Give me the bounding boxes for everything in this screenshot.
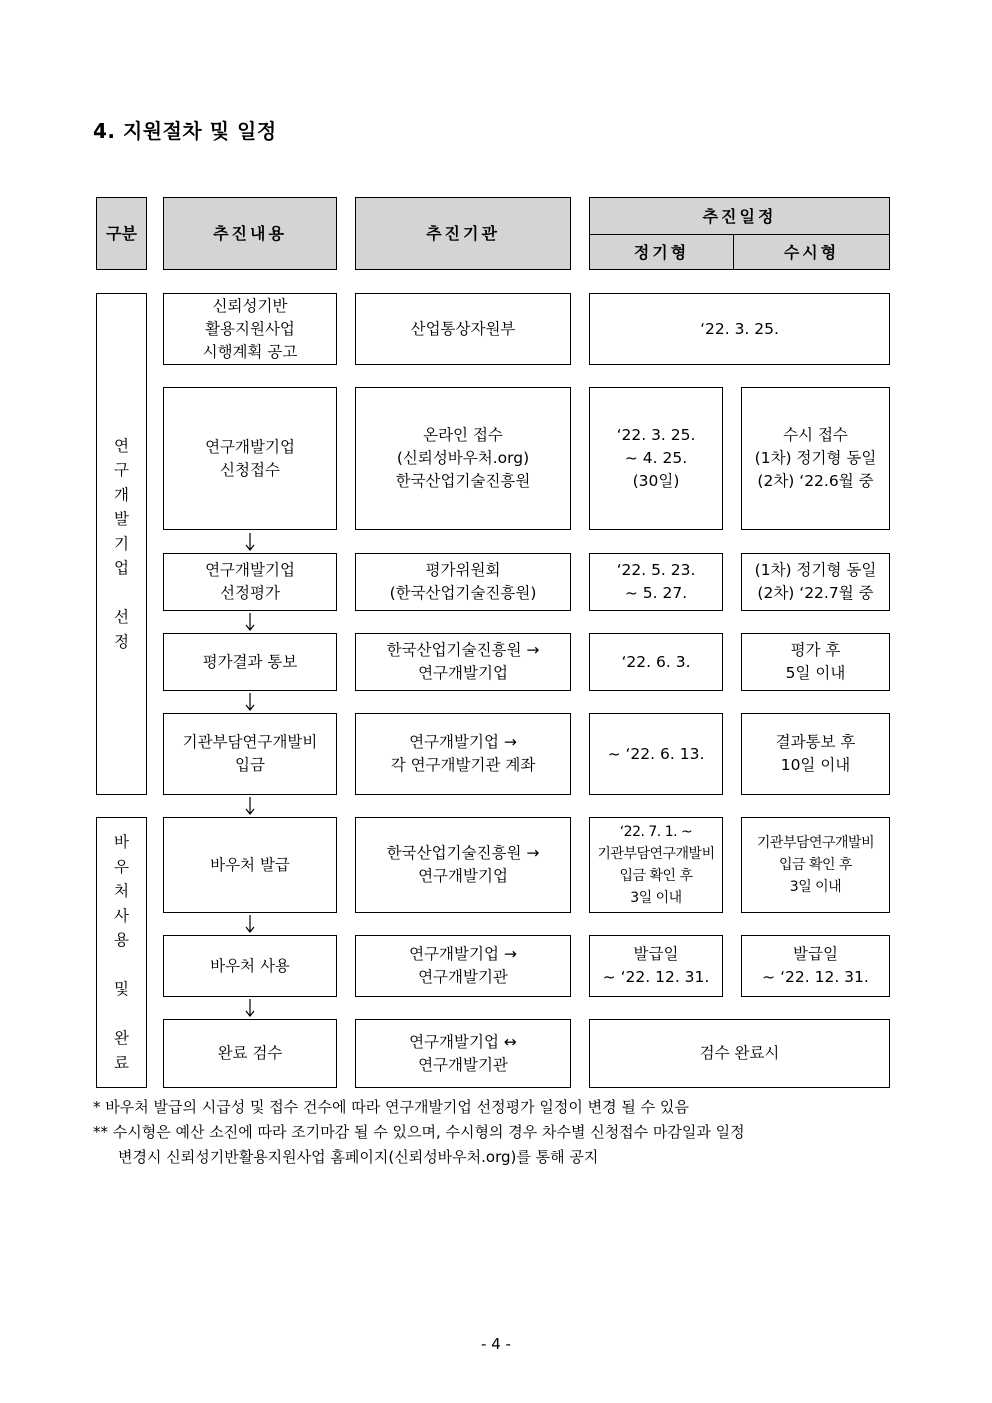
row7-regular: 발급일 ~ ‘22. 12. 31. — [589, 935, 723, 997]
row8-content: 완료 검수 — [163, 1019, 337, 1088]
row8-agency: 연구개발기업 ↔ 연구개발기관 — [355, 1019, 571, 1088]
flow-arrow-icon — [243, 692, 257, 712]
footnote-2: ** 수시형은 예산 소진에 따라 조기마감 될 수 있으며, 수시형의 경우 차수별 신청접수 마감일과 일정 — [93, 1123, 745, 1141]
row7-content: 바우처 사용 — [163, 935, 337, 997]
row4-occasional: 평가 후 5일 이내 — [741, 633, 890, 691]
row2-content: 연구개발기업 신청접수 — [163, 387, 337, 530]
header-schedule: 추진일정 — [589, 197, 890, 235]
row7-occasional: 발급일 ~ ‘22. 12. 31. — [741, 935, 890, 997]
header-gubun: 구분 — [96, 197, 147, 270]
header-content: 추진내용 — [163, 197, 337, 270]
row2-occasional: 수시 접수 (1차) 정기형 동일 (2차) ‘22.6월 중 — [741, 387, 890, 530]
row8-schedule: 검수 완료시 — [589, 1019, 890, 1088]
row2-agency: 온라인 접수 (신뢰성바우처.org) 한국산업기술진흥원 — [355, 387, 571, 530]
row6-regular: ‘22. 7. 1. ~ 기관부담연구개발비 입금 확인 후 3일 이내 — [589, 817, 723, 913]
row7-agency: 연구개발기업 → 연구개발기관 — [355, 935, 571, 997]
row4-agency: 한국산업기술진흥원 → 연구개발기업 — [355, 633, 571, 691]
row5-occasional: 결과통보 후 10일 이내 — [741, 713, 890, 795]
flow-arrow-icon — [243, 914, 257, 934]
flow-arrow-icon — [243, 612, 257, 632]
header-regular: 정기형 — [589, 234, 734, 270]
row6-occasional: 기관부담연구개발비 입금 확인 후 3일 이내 — [741, 817, 890, 913]
row3-occasional: (1차) 정기형 동일 (2차) ‘22.7월 중 — [741, 553, 890, 611]
row5-content: 기관부담연구개발비 입금 — [163, 713, 337, 795]
header-occasional: 수시형 — [733, 234, 890, 270]
footnote-1: * 바우처 발급의 시급성 및 접수 건수에 따라 연구개발기업 선정평가 일정이 변경 될 수 있음 — [93, 1098, 689, 1116]
row5-regular: ~ ‘22. 6. 13. — [589, 713, 723, 795]
flow-arrow-icon — [243, 998, 257, 1018]
row6-content: 바우처 발급 — [163, 817, 337, 913]
row6-agency: 한국산업기술진흥원 → 연구개발기업 — [355, 817, 571, 913]
row4-regular: ‘22. 6. 3. — [589, 633, 723, 691]
row2-regular: ‘22. 3. 25. ~ 4. 25. (30일) — [589, 387, 723, 530]
row1-agency: 산업통상자원부 — [355, 293, 571, 365]
row4-content: 평가결과 통보 — [163, 633, 337, 691]
section-voucher-label: 바 우 처 사 용 및 완 료 — [96, 817, 147, 1088]
row3-content: 연구개발기업 선정평가 — [163, 553, 337, 611]
section-title: 4. 지원절차 및 일정 — [93, 119, 277, 143]
row1-schedule: ‘22. 3. 25. — [589, 293, 890, 365]
section-selection-label: 연 구 개 발 기 업 선 정 — [96, 293, 147, 795]
row1-content: 신뢰성기반 활용지원사업 시행계획 공고 — [163, 293, 337, 365]
flow-arrow-icon — [243, 532, 257, 552]
page-number: - 4 - — [481, 1335, 511, 1353]
row5-agency: 연구개발기업 → 각 연구개발기관 계좌 — [355, 713, 571, 795]
flow-arrow-icon — [243, 796, 257, 816]
row3-regular: ‘22. 5. 23. ~ 5. 27. — [589, 553, 723, 611]
row3-agency: 평가위원회 (한국산업기술진흥원) — [355, 553, 571, 611]
header-agency: 추진기관 — [355, 197, 571, 270]
footnote-2-continued: 변경시 신뢰성기반활용지원사업 홈페이지(신뢰성바우처.org)를 통해 공지 — [118, 1148, 599, 1166]
